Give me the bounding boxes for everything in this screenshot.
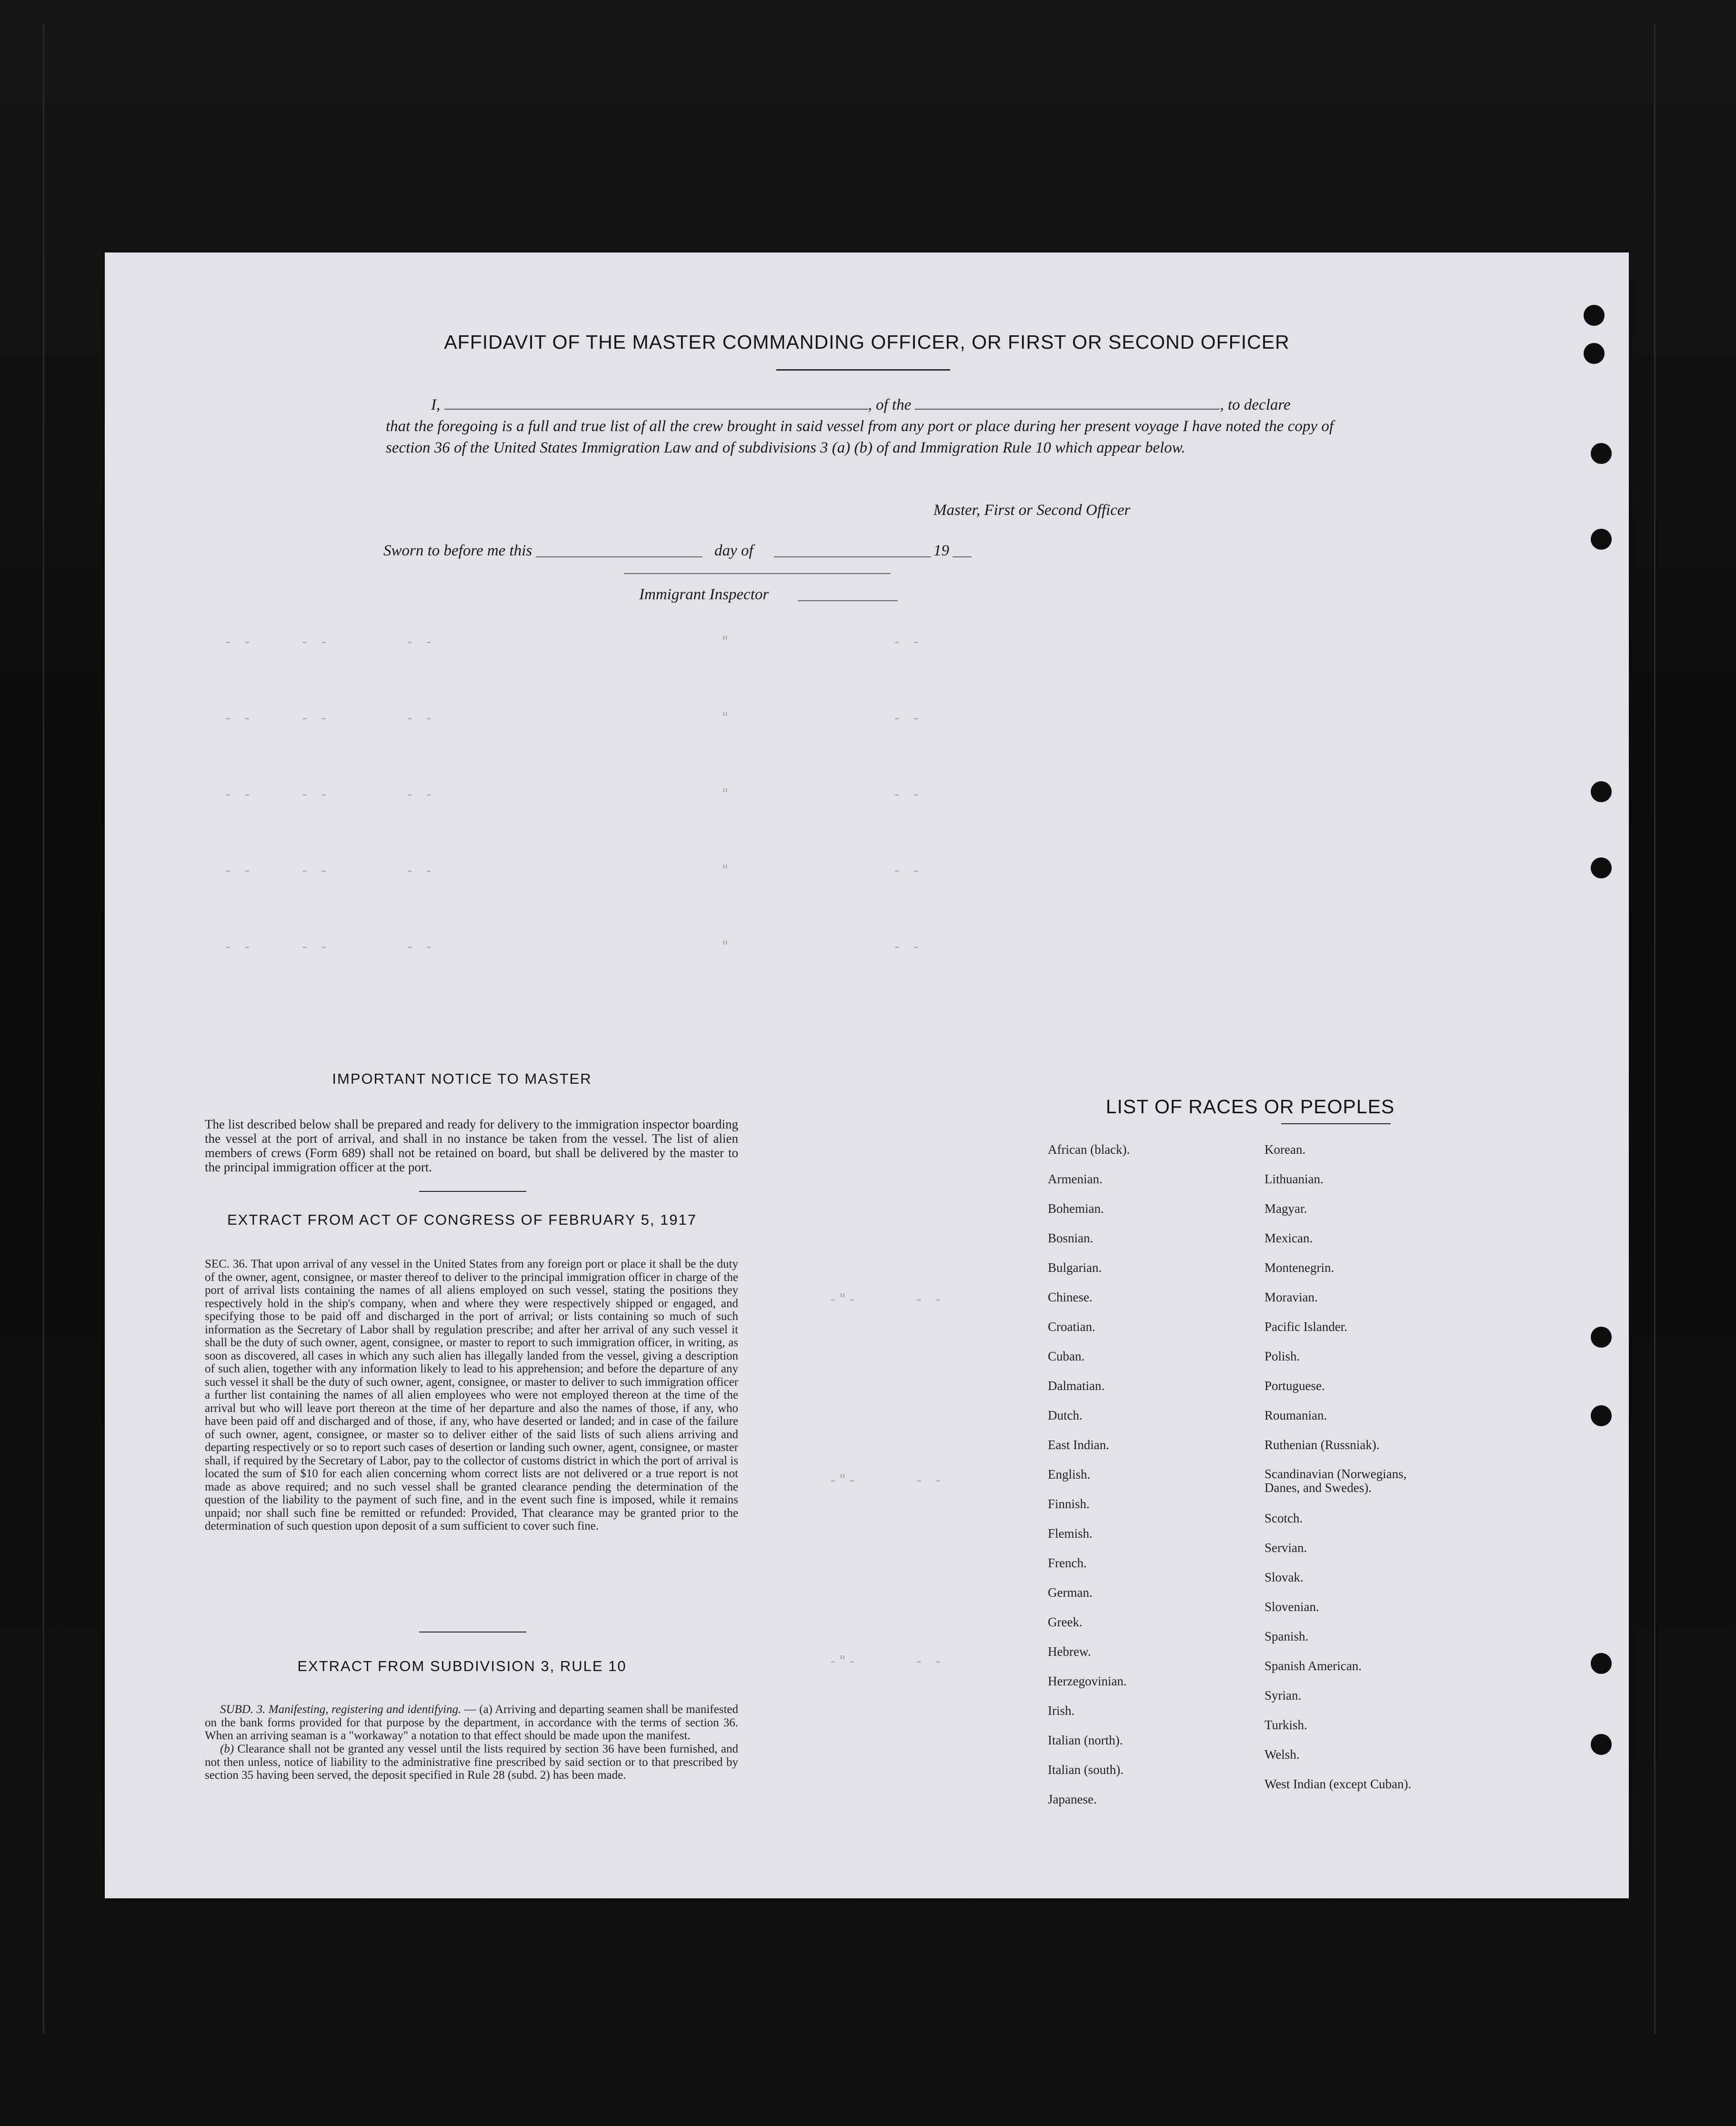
- race-item: Greek.: [1048, 1615, 1083, 1629]
- race-item: Chinese.: [1048, 1290, 1093, 1304]
- race-item: Italian (south).: [1048, 1763, 1124, 1777]
- race-item: Bosnian.: [1048, 1231, 1094, 1245]
- inspector-name-blank[interactable]: [798, 600, 898, 601]
- race-item: Armenian.: [1048, 1172, 1103, 1186]
- races-column-1: [1048, 1142, 1130, 1822]
- punch-hole: [1584, 305, 1605, 326]
- sworn-month-blank[interactable]: [774, 556, 931, 557]
- race-item: Cuban.: [1048, 1349, 1085, 1363]
- race-item: Lithuanian.: [1264, 1172, 1324, 1186]
- race-item: Dutch.: [1048, 1408, 1083, 1422]
- punch-hole: [1591, 1653, 1612, 1674]
- bleed-through-text: -"- - -: [829, 1472, 943, 1489]
- bleed-through-text: - - - - - - " - -: [224, 786, 922, 803]
- punch-hole: [1591, 529, 1612, 550]
- race-item: Hebrew.: [1048, 1644, 1091, 1659]
- race-item: Spanish.: [1264, 1629, 1309, 1643]
- race-item: Pacific Islander.: [1264, 1320, 1347, 1334]
- race-item: French.: [1048, 1556, 1087, 1570]
- name-blank[interactable]: [444, 394, 868, 410]
- title-rule: [776, 369, 950, 371]
- race-item: Scandinavian (Norwegians, Danes, and Swedes).: [1264, 1467, 1407, 1495]
- document-page: [105, 252, 1629, 1898]
- race-item: African (black).: [1048, 1142, 1130, 1157]
- subdivision-b-lead: (b): [220, 1743, 234, 1755]
- bleed-through-text: - - - - - - " - -: [224, 938, 922, 955]
- race-item: Korean.: [1264, 1142, 1306, 1157]
- race-item: Bulgarian.: [1048, 1260, 1102, 1275]
- affidavit-body: that the foregoing is a full and true list of all the crew brought in said vessel from any port or place during her present voyage I have noted the copy of section 36 of the United States Immigration Law and of subdivisions 3 (a) (b) of and Immigration Rule 10 which appear below.: [386, 418, 1334, 456]
- section-rule: [419, 1191, 526, 1192]
- notice-title: IMPORTANT NOTICE TO MASTER: [332, 1070, 592, 1087]
- year-label: 19: [933, 542, 949, 559]
- subdivision-b-text: Clearance shall not be granted any vessel until the lists required by section 36 have been furnished, and not then unless, notice of liability to the administrative fine prescribed by said section or to that prescribed by section 35 having been served, the deposit specified in Rule 28 (subd. 2) has been made.: [205, 1743, 738, 1782]
- sworn-day-blank[interactable]: [536, 556, 702, 557]
- race-item: Ruthenian (Russniak).: [1264, 1438, 1380, 1452]
- race-item: Mexican.: [1264, 1231, 1313, 1245]
- subdivision-a-text: — (a) Arriving and departing seamen shall be manifested on the bank forms provided for that purpose by the department, in accordance with the terms of section 36. When an arriving seaman is a "workaway" a notation to that effect should be made upon the manifest.: [205, 1703, 738, 1742]
- extract-rule-title: EXTRACT FROM SUBDIVISION 3, RULE 10: [297, 1658, 627, 1674]
- race-item: Servian.: [1264, 1541, 1307, 1555]
- bleed-through-text: - - - - - - " - -: [224, 862, 922, 879]
- race-item: Dalmatian.: [1048, 1379, 1105, 1393]
- vessel-blank[interactable]: [915, 394, 1220, 410]
- extract-rule-para-b: [205, 1743, 738, 1782]
- race-item: East Indian.: [1048, 1438, 1109, 1452]
- day-of-label: day of: [714, 542, 753, 559]
- punch-hole: [1584, 343, 1605, 364]
- race-item: Scotch.: [1264, 1511, 1303, 1525]
- race-item: English.: [1048, 1467, 1091, 1481]
- notice-text: The list described below shall be prepared and ready for delivery to the immigration inspector boarding the vessel at the port of arrival, and shall in no instance be taken from the vessel. The list of alien members of crews (Form 689) shall not be retained on board, but shall be delivered by the master to the principal immigration officer at the port.: [205, 1117, 738, 1174]
- affidavit-text: [386, 394, 1334, 459]
- extract-act-text: SEC. 36. That upon arrival of any vessel in the United States from any foreign port or place it shall be the duty of the owner, agent, consignee, or master thereof to deliver to the principal immigration officer in charge of the port of arrival lists containing the names of all aliens employed on such vessel, stating the positions they respectively hold in the ship's company, when and where they were respectively shipped or engaged, and specifying those to be paid off and discharged in the port of arrival; or lists containing so much of such information as the Secretary of Labor shall by regulation prescribe; and after her arrival of any such vessel it shall be the duty of such owner, agent, consignee, or master to report to such immigration officer, in writing, as soon as discovered, all cases in which any such alien has illegally landed from the vessel, giving a description of such alien, together with any information likely to lead to his apprehension; and before the departure of any such vessel it shall be the duty of such owner, agent, consignee, or master to deliver to such immigration officer a further list containing the names of all alien employees who were not employed thereon at the time of the arrival but who will leave port thereon at the time of her departure and also the names of those, if any, who have been paid off and discharged and of those, if any, who have deserted or landed; and in case of the failure of such owner, agent, consignee, or master so to deliver either of the said lists of such aliens arriving and departing respectively or so to report such cases of desertion or landing such owner, agent, consignee, or master shall, if required by the Secretary of Labor, pay to the collector of customs district in which the port of arrival is located the sum of $10 for each alien concerning whom correct lists are not delivered or a true report is not made as above required; and no such vessel shall be granted clearance pending the determination of the question of the liability to the payment of such fine, and in the event such fine is imposed, while it remains unpaid; nor shall such fine be remitted or refunded: Provided, That clearance may be granted prior to the determination of such question upon deposit of a sum sufficient to cover such fine.: [205, 1258, 738, 1532]
- punch-hole: [1591, 443, 1612, 464]
- affidavit-title: AFFIDAVIT OF THE MASTER COMMANDING OFFICER, OR FIRST OR SECOND OFFICER: [444, 331, 1290, 353]
- race-item: German.: [1048, 1585, 1093, 1600]
- race-item: Slovak.: [1264, 1570, 1304, 1584]
- race-item: Italian (north).: [1048, 1733, 1123, 1747]
- race-item: West Indian (except Cuban).: [1264, 1777, 1412, 1791]
- races-title: LIST OF RACES OR PEOPLES: [1105, 1096, 1395, 1118]
- race-item: Magyar.: [1264, 1201, 1307, 1216]
- bleed-through-text: - - - - - - " - -: [224, 710, 922, 726]
- race-item: Croatian.: [1048, 1320, 1095, 1334]
- race-item: Flemish.: [1048, 1526, 1093, 1541]
- extract-act-title: EXTRACT FROM ACT OF CONGRESS OF FEBRUARY 5, 1917: [227, 1211, 697, 1228]
- extract-rule-para-a: [205, 1703, 738, 1743]
- punch-hole: [1591, 857, 1612, 878]
- races-column-2: [1264, 1142, 1436, 1806]
- race-item: Portuguese.: [1264, 1379, 1325, 1393]
- bleed-through-text: -"- - -: [829, 1653, 943, 1670]
- subdivision-heading: SUBD. 3. Manifesting, registering and identifying.: [220, 1703, 462, 1716]
- inspector-signature-line[interactable]: [624, 573, 891, 574]
- affidavit-of-the: , of the: [868, 396, 912, 413]
- punch-hole: [1591, 1327, 1612, 1348]
- race-item: Polish.: [1264, 1349, 1300, 1363]
- bleed-through-text: -"- - -: [829, 1291, 943, 1308]
- affidavit-to-declare: , to declare: [1220, 396, 1291, 413]
- punch-hole: [1591, 1405, 1612, 1426]
- races-rule: [1281, 1123, 1391, 1124]
- race-item: Slovenian.: [1264, 1600, 1319, 1614]
- master-signature-label: Master, First or Second Officer: [933, 502, 1131, 519]
- race-item: Bohemian.: [1048, 1201, 1104, 1216]
- race-item: Syrian.: [1264, 1688, 1302, 1703]
- race-item: Spanish American.: [1264, 1659, 1362, 1673]
- race-item: Montenegrin.: [1264, 1260, 1335, 1275]
- bleed-through-text: - - - - - - " - -: [224, 634, 922, 650]
- sworn-year-blank[interactable]: [953, 556, 972, 557]
- race-item: Turkish.: [1264, 1718, 1307, 1732]
- race-item: Roumanian.: [1264, 1408, 1327, 1422]
- race-item: Moravian.: [1264, 1290, 1318, 1304]
- race-item: Finnish.: [1048, 1497, 1090, 1511]
- sworn-label: Sworn to before me this: [383, 542, 532, 559]
- affidavit-pronoun: I,: [431, 396, 441, 413]
- inspector-label: Immigrant Inspector: [639, 586, 769, 603]
- race-item: Japanese.: [1048, 1792, 1097, 1806]
- punch-hole: [1591, 781, 1612, 802]
- race-item: Irish.: [1048, 1703, 1075, 1718]
- race-item: Welsh.: [1264, 1747, 1300, 1762]
- punch-hole: [1591, 1734, 1612, 1755]
- race-item: Herzegovinian.: [1048, 1674, 1127, 1688]
